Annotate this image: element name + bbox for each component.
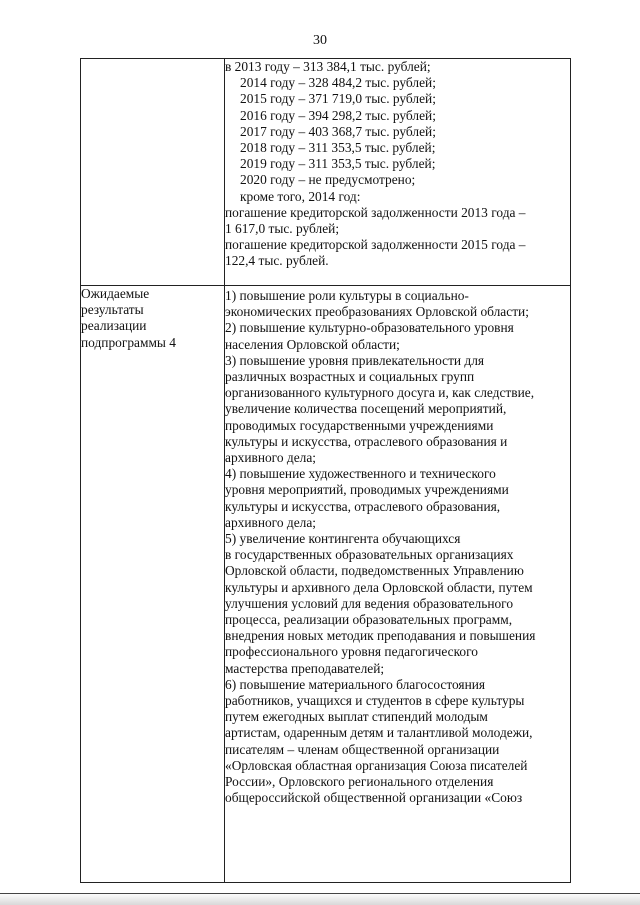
funding-year-line: 2019 году – 311 353,5 тыс. рублей; bbox=[240, 156, 436, 172]
results-line: увеличение количества посещений мероприятий, bbox=[225, 401, 507, 417]
results-label-cell bbox=[81, 286, 225, 883]
debt-line: 1 617,0 тыс. рублей; bbox=[225, 221, 340, 237]
scan-edge-shadow bbox=[0, 893, 640, 905]
debt-line: погашение кредиторской задолженности 2015 года – bbox=[225, 237, 526, 253]
results-line: 3) повышение уровня привлекательности для bbox=[225, 352, 485, 368]
funding-year-line: 2020 году – не предусмотрено; bbox=[240, 172, 416, 188]
results-line: улучшения условий для ведения образовательного bbox=[225, 595, 514, 611]
results-line: общероссийской общественной организации «Союз bbox=[225, 790, 523, 806]
results-cell bbox=[225, 286, 571, 883]
funding-extra-line: кроме того, 2014 год: bbox=[240, 188, 361, 204]
funding-year-line: 2015 году – 371 719,0 тыс. рублей; bbox=[240, 91, 436, 107]
results-line: архивного дела; bbox=[225, 450, 316, 466]
results-label-line: результаты bbox=[81, 302, 144, 318]
debt-line: 122,4 тыс. рублей. bbox=[225, 253, 329, 269]
funding-year-line: 2016 году – 394 298,2 тыс. рублей; bbox=[240, 107, 436, 123]
results-line: профессионального уровня педагогического bbox=[225, 644, 478, 660]
results-line: архивного дела; bbox=[225, 514, 316, 530]
results-line: мастерства преподавателей; bbox=[225, 660, 385, 676]
funding-cell bbox=[225, 59, 571, 286]
results-line: внедрения новых методик преподавания и повышения bbox=[225, 628, 536, 644]
page-number: 30 bbox=[313, 33, 327, 48]
funding-label-cell bbox=[81, 59, 225, 286]
funding-year-line: 2017 году – 403 368,7 тыс. рублей; bbox=[240, 123, 436, 139]
results-label-line: реализации bbox=[81, 318, 147, 334]
results-line: культуры и искусства, отраслевого образования, bbox=[225, 498, 501, 514]
results-line: различных возрастных и социальных групп bbox=[225, 369, 475, 385]
funding-year-line: 2018 году – 311 353,5 тыс. рублей; bbox=[240, 140, 436, 156]
results-line: Орловской области, подведомственных Управлению bbox=[225, 563, 524, 579]
funding-year-line: в 2013 году – 313 384,1 тыс. рублей; bbox=[225, 59, 431, 74]
debt-line: погашение кредиторской задолженности 2013 года – bbox=[225, 204, 526, 220]
results-line: организованного культурного досуга и, как следствие, bbox=[225, 385, 535, 401]
results-label-line: Ожидаемые bbox=[81, 286, 150, 301]
results-line: населения Орловской области; bbox=[225, 336, 400, 352]
results-line: России», Орловского регионального отделения bbox=[225, 774, 494, 790]
results-line: культуры и искусства, отраслевого образования и bbox=[225, 433, 508, 449]
results-line: экономических преобразованиях Орловской области; bbox=[225, 304, 529, 320]
funding-year-line: 2014 году – 328 484,2 тыс. рублей; bbox=[240, 75, 436, 91]
subprogram-table bbox=[80, 58, 571, 883]
results-line: артистам, одаренным детям и талантливой молодежи, bbox=[225, 725, 533, 741]
results-line: путем ежегодных выплат стипендий молодым bbox=[225, 709, 488, 725]
results-line: 6) повышение материального благосостояния bbox=[225, 676, 486, 692]
results-line: в государственных образовательных организациях bbox=[225, 547, 514, 563]
results-label-line: подпрограммы 4 bbox=[81, 334, 176, 350]
results-line: культуры и архивного дела Орловской области, путем bbox=[225, 579, 533, 595]
funding-row bbox=[81, 59, 571, 286]
results-line: проводимых государственными учреждениями bbox=[225, 417, 494, 433]
results-line: 1) повышение роли культуры в социально- bbox=[225, 288, 469, 303]
results-line: 2) повышение культурно-образовательного уровня bbox=[225, 320, 514, 336]
results-line: «Орловская областная организация Союза писателей bbox=[225, 757, 528, 773]
results-line: писателям – членам общественной организации bbox=[225, 741, 500, 757]
results-row bbox=[81, 286, 571, 883]
results-line: работников, учащихся и студентов в сфере культуры bbox=[225, 693, 525, 709]
scan-edge-line bbox=[0, 893, 640, 894]
results-line: 4) повышение художественного и технического bbox=[225, 466, 496, 482]
results-line: процесса, реализации образовательных программ, bbox=[225, 612, 513, 628]
results-line: 5) увеличение контингента обучающихся bbox=[225, 531, 461, 547]
results-line: уровня мероприятий, проводимых учреждениями bbox=[225, 482, 509, 498]
